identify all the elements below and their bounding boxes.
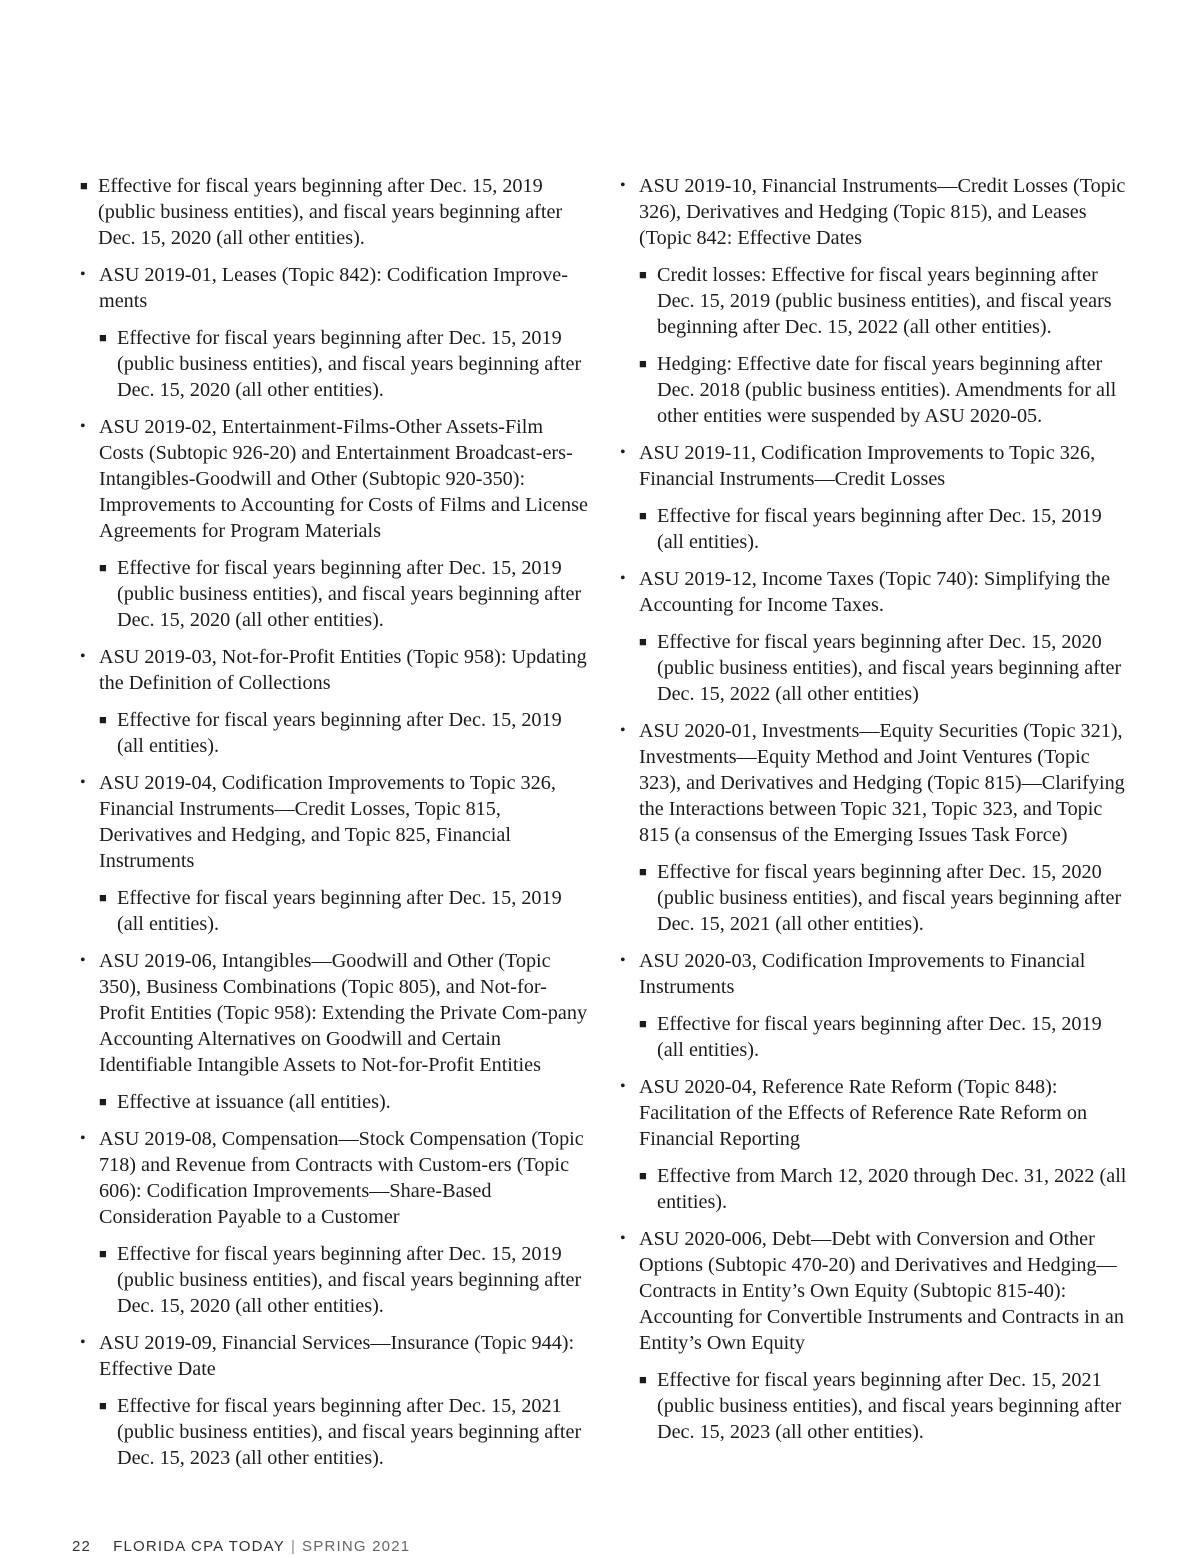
sub-bullet-item: [99, 325, 590, 403]
round-bullet-icon: •: [80, 418, 86, 435]
sub-bullet-text: Effective for fiscal years beginning after Dec. 15, 2021 (public business entities), and fiscal years beginning after Dec. 15, 2023 (all other entities).: [657, 1369, 1122, 1443]
asu-entry: [620, 1074, 1130, 1215]
asu-title: ASU 2020-006, Debt—Debt with Conversion and Other Options (Subtopic 470-20) and Derivatives and Hedging—Contracts in Entity’s Own Equity (Subtopic 815-40): Accounting for Convertible Instruments and Contracts in an Entity’s Own Equity: [639, 1228, 1124, 1354]
square-bullet-icon: ■: [99, 890, 107, 905]
sub-bullet-item: [639, 1163, 1130, 1215]
round-bullet-icon: •: [80, 952, 86, 969]
sub-bullet-text: Effective from March 12, 2020 through Dec. 31, 2022 (all entities).: [657, 1165, 1127, 1213]
square-bullet-icon: ■: [639, 634, 647, 649]
square-bullet-icon: ■: [99, 1398, 107, 1413]
sub-bullet-item: [99, 707, 590, 759]
sub-bullet-item: [639, 262, 1130, 340]
asu-title: ASU 2019-10, Financial Instruments—Credit Losses (Topic 326), Derivatives and Hedging (Topic 815), and Leases (Topic 842: Effective Dates: [639, 175, 1126, 249]
asu-entry: [620, 440, 1130, 555]
asu-entry: [80, 948, 590, 1115]
asu-title: ASU 2019-12, Income Taxes (Topic 740): Simplifying the Accounting for Income Taxes.: [639, 568, 1111, 616]
sub-bullet-text: Effective for fiscal years beginning after Dec. 15, 2020 (public business entities), and fiscal years beginning after Dec. 15, 2022 (all other entities): [657, 631, 1122, 705]
asu-entry: [620, 718, 1130, 937]
square-bullet-icon: ■: [639, 1372, 647, 1387]
square-bullet-icon: ■: [99, 560, 107, 575]
square-bullet-icon: ■: [80, 178, 88, 193]
square-bullet-icon: ■: [639, 356, 647, 371]
asu-title: ASU 2019-11, Codification Improvements to Topic 326, Financial Instruments—Credit Losses: [639, 442, 1096, 490]
sub-bullet-item: [639, 859, 1130, 937]
right-column: [620, 173, 1130, 1456]
asu-entry: [80, 770, 590, 937]
sub-bullet-text: Effective for fiscal years beginning after Dec. 15, 2021 (public business entities), and fiscal years beginning after Dec. 15, 2023 (all other entities).: [117, 1395, 582, 1469]
square-bullet-icon: ■: [99, 1246, 107, 1261]
sub-bullet-item: [99, 555, 590, 633]
sub-bullet-text: Effective for fiscal years beginning after Dec. 15, 2019 (public business entities), and fiscal years beginning after Dec. 15, 2020 (all other entities).: [117, 1243, 582, 1317]
sub-bullet-item: [639, 1367, 1130, 1445]
asu-entry: [80, 1126, 590, 1319]
asu-title: ASU 2019-08, Compensation—Stock Compensation (Topic 718) and Revenue from Contracts with Custom-ers (Topic 606): Codification Improvements—Share-Based Consideration Payable to a Customer: [99, 1128, 584, 1228]
sub-bullet-item: [99, 1393, 590, 1471]
sub-bullet-text: Effective for fiscal years beginning after Dec. 15, 2019 (all entities).: [117, 887, 562, 935]
sub-bullet-item: [639, 629, 1130, 707]
round-bullet-icon: •: [80, 1130, 86, 1147]
asu-title: ASU 2019-02, Entertainment-Films-Other Assets-Film Costs (Subtopic 926-20) and Entertainment Broadcast-ers-Intangibles-Goodwill and Other (Subtopic 920-350): Improvements to Accounting for Costs of Films and License Agreements for Program Materials: [99, 416, 588, 542]
square-bullet-icon: ■: [639, 508, 647, 523]
asu-title: ASU 2019-03, Not-for-Profit Entities (Topic 958): Updating the Definition of Collections: [99, 646, 587, 694]
round-bullet-icon: •: [80, 266, 86, 283]
footer-separator: |: [290, 1538, 297, 1555]
asu-entry: [80, 414, 590, 633]
publication-name: FLORIDA CPA TODAY: [113, 1538, 285, 1555]
square-bullet-icon: ■: [99, 712, 107, 727]
square-bullet-icon: ■: [99, 330, 107, 345]
round-bullet-icon: •: [620, 952, 626, 969]
square-bullet-icon: ■: [639, 864, 647, 879]
sub-bullet-text: Credit losses: Effective for fiscal years beginning after Dec. 15, 2019 (public business entities), and fiscal years beginning after Dec. 15, 2022 (all other entities).: [657, 264, 1112, 338]
sub-bullet-item: [639, 503, 1130, 555]
square-bullet-icon: ■: [639, 1016, 647, 1031]
sub-bullet-item: [639, 351, 1130, 429]
sub-bullet-text: Effective for fiscal years beginning after Dec. 15, 2019 (public business entities), and fiscal years beginning after Dec. 15, 2020 (all other entities).: [98, 175, 563, 249]
round-bullet-icon: •: [620, 722, 626, 739]
round-bullet-icon: •: [620, 444, 626, 461]
left-column: [80, 173, 590, 1482]
asu-title: ASU 2019-01, Leases (Topic 842): Codification Improve-ments: [99, 264, 568, 312]
asu-title: ASU 2019-04, Codification Improvements to Topic 326, Financial Instruments—Credit Losses, Topic 815, Derivatives and Hedging, and Topic 825, Financial Instruments: [99, 772, 556, 872]
sub-bullet-item: [80, 173, 590, 251]
round-bullet-icon: •: [80, 774, 86, 791]
issue-label: SPRING 2021: [302, 1538, 411, 1555]
asu-entry: [80, 1330, 590, 1471]
round-bullet-icon: •: [80, 1334, 86, 1351]
square-bullet-icon: ■: [639, 1168, 647, 1183]
sub-bullet-item: [99, 1089, 590, 1115]
sub-bullet-item: [639, 1011, 1130, 1063]
square-bullet-icon: ■: [99, 1094, 107, 1109]
sub-bullet-text: Effective for fiscal years beginning after Dec. 15, 2020 (public business entities), and fiscal years beginning after Dec. 15, 2021 (all other entities).: [657, 861, 1122, 935]
square-bullet-icon: ■: [639, 267, 647, 282]
sub-bullet-text: Effective for fiscal years beginning after Dec. 15, 2019 (all entities).: [657, 505, 1102, 553]
round-bullet-icon: •: [620, 1230, 626, 1247]
round-bullet-icon: •: [620, 570, 626, 587]
round-bullet-icon: •: [620, 177, 626, 194]
sub-bullet-text: Effective for fiscal years beginning after Dec. 15, 2019 (public business entities), and fiscal years beginning after Dec. 15, 2020 (all other entities).: [117, 327, 582, 401]
asu-title: ASU 2020-03, Codification Improvements to Financial Instruments: [639, 950, 1086, 998]
asu-entry: [620, 948, 1130, 1063]
asu-title: ASU 2020-04, Reference Rate Reform (Topic 848): Facilitation of the Effects of Reference Rate Reform on Financial Reporting: [639, 1076, 1088, 1150]
round-bullet-icon: •: [80, 648, 86, 665]
sub-bullet-text: Effective for fiscal years beginning after Dec. 15, 2019 (public business entities), and fiscal years beginning after Dec. 15, 2020 (all other entities).: [117, 557, 582, 631]
page-footer: [72, 1538, 410, 1555]
round-bullet-icon: •: [620, 1078, 626, 1095]
asu-entry: [80, 262, 590, 403]
sub-bullet-item: [99, 1241, 590, 1319]
page-number: 22: [72, 1538, 92, 1555]
asu-entry: [620, 566, 1130, 707]
sub-bullet-item: [99, 885, 590, 937]
asu-entry: [80, 644, 590, 759]
asu-entry: [620, 173, 1130, 429]
sub-bullet-text: Effective at issuance (all entities).: [117, 1091, 391, 1113]
asu-title: ASU 2020-01, Investments—Equity Securities (Topic 321), Investments—Equity Method and Joint Ventures (Topic 323), and Derivatives and Hedging (Topic 815)—Clarifying the Interactions between Topic 321, Topic 323, and Topic 815 (a consensus of the Emerging Issues Task Force): [639, 720, 1125, 846]
sub-bullet-text: Effective for fiscal years beginning after Dec. 15, 2019 (all entities).: [117, 709, 562, 757]
sub-bullet-text: Effective for fiscal years beginning after Dec. 15, 2019 (all entities).: [657, 1013, 1102, 1061]
asu-title: ASU 2019-06, Intangibles—Goodwill and Other (Topic 350), Business Combinations (Topic 805), and Not-for-Profit Entities (Topic 958): Extending the Private Com-pany Accounting Alternatives on Goodwill and Certain Identifiable Intangible Assets to Not-for-Profit Entities: [99, 950, 588, 1076]
asu-title: ASU 2019-09, Financial Services—Insurance (Topic 944): Effective Date: [99, 1332, 575, 1380]
asu-entry: [620, 1226, 1130, 1445]
sub-bullet-text: Hedging: Effective date for fiscal years beginning after Dec. 2018 (public business entities). Amendments for all other entities were suspended by ASU 2020-05.: [657, 353, 1117, 427]
